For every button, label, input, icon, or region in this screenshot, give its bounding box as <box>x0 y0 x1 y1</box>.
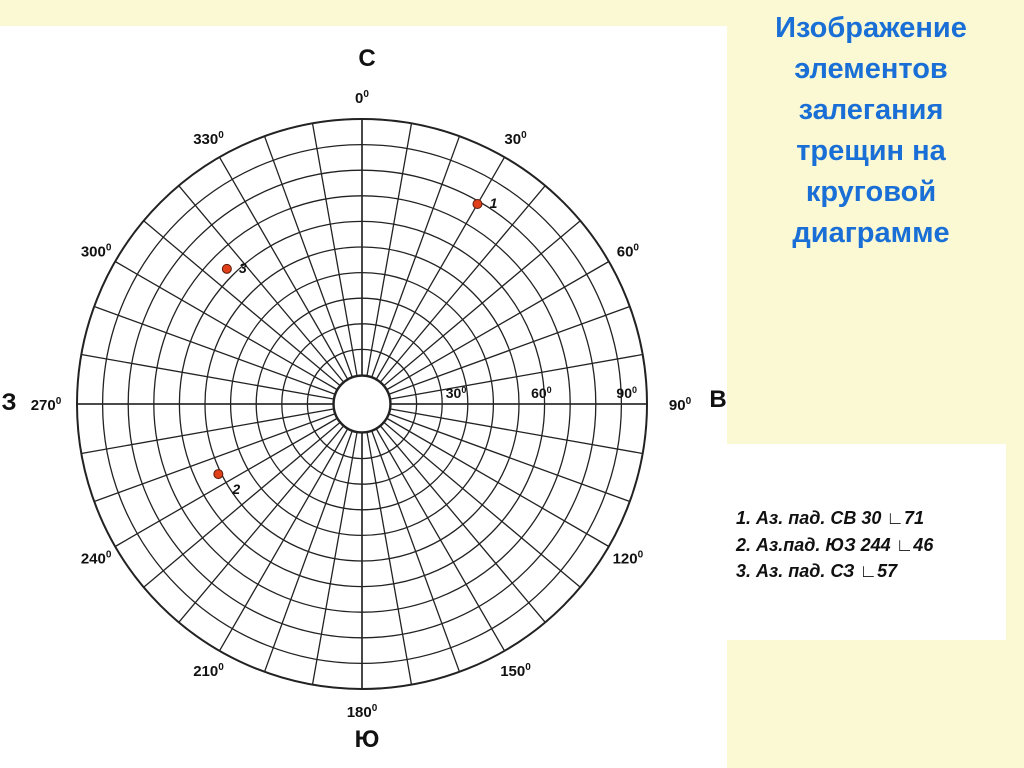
azimuth-label: $240^0$ <box>80 549 112 568</box>
azimuth-label: $180^0$ <box>346 703 378 721</box>
dip-scale-label: $60^0$ <box>531 385 552 401</box>
point-label: 2 <box>232 481 241 498</box>
north-label: С <box>358 45 376 72</box>
west-label: З <box>1 389 17 416</box>
title-line: круговой <box>805 176 937 208</box>
azimuth-label: $330^0$ <box>193 130 224 149</box>
azimuth-label: $150^0$ <box>500 661 531 680</box>
azimuth-label: $120^0$ <box>612 549 644 568</box>
azimuth-label: $90^0$ <box>668 396 692 414</box>
center-circle <box>334 376 390 432</box>
south-label: Ю <box>354 726 380 753</box>
title-line: диаграмме <box>792 217 950 249</box>
fracture-point <box>214 470 223 479</box>
fracture-point <box>222 264 231 273</box>
azimuth-label: $0^0$ <box>355 89 369 107</box>
dip-scale-label: $30^0$ <box>445 385 467 401</box>
fracture-points <box>214 195 498 497</box>
polar-grid <box>77 119 647 689</box>
title-line: Изображение <box>775 12 967 44</box>
fracture-point <box>473 199 482 208</box>
azimuth-label: $300^0$ <box>80 242 112 261</box>
east-label: В <box>709 386 727 413</box>
title-line: трещин на <box>796 135 946 167</box>
azimuth-label: $210^0$ <box>193 661 224 680</box>
point-label: 3 <box>238 259 247 276</box>
dip-scale-label: $90^0$ <box>616 385 637 401</box>
title-line: элементов <box>794 53 948 85</box>
legend-item: 2. Аз.пад. ЮЗ 244 ∟46 <box>736 534 934 555</box>
azimuth-label: $270^0$ <box>30 396 62 414</box>
azimuth-label: $60^0$ <box>616 242 639 261</box>
azimuth-label: $30^0$ <box>504 130 527 149</box>
legend-item: 1. Аз. пад. СВ 30 ∟71 <box>736 508 924 528</box>
point-label: 1 <box>489 194 498 211</box>
title-line: залегания <box>798 94 944 126</box>
legend-item: 3. Аз. пад. СЗ ∟57 <box>736 561 898 581</box>
